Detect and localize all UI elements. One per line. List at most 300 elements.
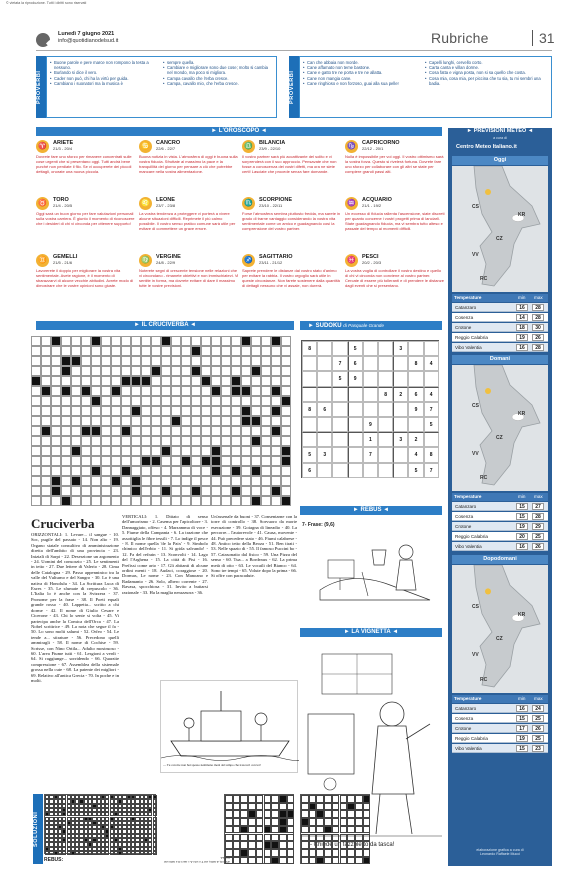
crossword-cell[interactable] [121,386,131,396]
crossword-cell[interactable] [31,466,41,476]
crossword-cell[interactable] [131,446,141,456]
crossword-cell[interactable] [51,386,61,396]
crossword-cell[interactable] [51,426,61,436]
meteo-day-1-header[interactable]: Domani [452,355,548,364]
crossword-cell[interactable] [31,356,41,366]
crossword-cell[interactable] [221,336,231,346]
crossword-cell[interactable] [141,396,151,406]
crossword-cell[interactable] [141,436,151,446]
crossword-cell[interactable] [271,466,281,476]
crossword-cell[interactable] [231,396,241,406]
crossword-cell[interactable] [171,346,181,356]
crossword-cell[interactable] [171,396,181,406]
crossword-cell[interactable] [71,426,81,436]
crossword-cell[interactable] [121,456,131,466]
crossword-cell[interactable] [211,496,221,506]
crossword-cell[interactable] [51,396,61,406]
crossword-cell[interactable] [41,376,51,386]
crossword-cell[interactable] [181,416,191,426]
crossword-cell[interactable] [251,476,261,486]
crossword-cell[interactable] [191,416,201,426]
crossword-cell[interactable] [61,466,71,476]
crossword-cell[interactable] [71,366,81,376]
crossword-cell[interactable] [241,376,251,386]
crossword-cell[interactable] [201,486,211,496]
crossword-cell[interactable] [81,466,91,476]
crossword-cell[interactable] [191,406,201,416]
crossword-cell[interactable] [151,496,161,506]
crossword-cell[interactable] [181,406,191,416]
crossword-cell[interactable] [111,446,121,456]
crossword-cell[interactable] [121,476,131,486]
crossword-cell[interactable] [71,406,81,416]
crossword-cell[interactable] [201,476,211,486]
crossword-cell[interactable] [101,336,111,346]
crossword-cell[interactable] [111,336,121,346]
crossword-cell[interactable] [101,426,111,436]
sudoku-cell[interactable]: 2 [408,432,423,447]
crossword-cell[interactable] [131,426,141,436]
crossword-cell[interactable] [281,356,291,366]
crossword-cell[interactable] [51,406,61,416]
sudoku-cell[interactable]: 9 [363,417,378,432]
sudoku-cell[interactable] [348,402,363,417]
crossword-cell[interactable] [71,396,81,406]
sudoku-cell[interactable] [378,371,393,386]
crossword-cell[interactable] [61,436,71,446]
sudoku-cell[interactable]: 1 [363,432,378,447]
crossword-cell[interactable] [171,356,181,366]
crossword-cell[interactable] [191,376,201,386]
crossword-cell[interactable] [261,476,271,486]
crossword-cell[interactable] [241,366,251,376]
crossword-cell[interactable] [41,416,51,426]
crossword-cell[interactable] [171,376,181,386]
crossword-cell[interactable] [281,336,291,346]
crossword-cell[interactable] [61,426,71,436]
sudoku-cell[interactable] [363,463,378,478]
crossword-cell[interactable] [91,356,101,366]
crossword-cell[interactable] [271,446,281,456]
crossword-cell[interactable] [211,426,221,436]
crossword-cell[interactable] [81,496,91,506]
crossword-cell[interactable] [221,496,231,506]
crossword-cell[interactable] [201,436,211,446]
crossword-cell[interactable] [171,476,181,486]
crossword-cell[interactable] [151,376,161,386]
crossword-cell[interactable] [51,346,61,356]
crossword-cell[interactable] [151,446,161,456]
crossword-cell[interactable] [51,456,61,466]
crossword-cell[interactable] [271,366,281,376]
crossword-cell[interactable] [91,456,101,466]
crossword-cell[interactable] [271,436,281,446]
sudoku-cell[interactable] [348,387,363,402]
sudoku-cell[interactable] [302,356,317,371]
crossword-cell[interactable] [221,386,231,396]
sudoku-cell[interactable]: 4 [424,356,439,371]
crossword-cell[interactable] [191,446,201,456]
crossword-cell[interactable] [101,476,111,486]
crossword-cell[interactable] [181,436,191,446]
sudoku-cell[interactable] [317,432,332,447]
crossword-cell[interactable] [271,416,281,426]
crossword-cell[interactable] [231,366,241,376]
crossword-cell[interactable] [271,396,281,406]
crossword-cell[interactable] [231,476,241,486]
crossword-cell[interactable] [111,346,121,356]
sudoku-cell[interactable] [378,356,393,371]
sudoku-cell[interactable]: 7 [424,402,439,417]
sudoku-cell[interactable] [378,341,393,356]
crossword-cell[interactable] [191,396,201,406]
crossword-cell[interactable] [181,426,191,436]
sudoku-cell[interactable] [393,463,408,478]
crossword-cell[interactable] [31,446,41,456]
crossword-cell[interactable] [91,376,101,386]
crossword-cell[interactable] [101,366,111,376]
crossword-cell[interactable] [141,366,151,376]
crossword-cell[interactable] [81,396,91,406]
crossword-cell[interactable] [61,476,71,486]
crossword-cell[interactable] [261,446,271,456]
crossword-cell[interactable] [191,456,201,466]
crossword-cell[interactable] [231,356,241,366]
crossword-cell[interactable] [221,486,231,496]
crossword-cell[interactable] [241,476,251,486]
crossword-cell[interactable] [81,356,91,366]
sudoku-cell[interactable] [317,387,332,402]
crossword-cell[interactable] [131,456,141,466]
sudoku-cell[interactable]: 3 [393,432,408,447]
sudoku-cell[interactable] [317,371,332,386]
crossword-cell[interactable] [221,446,231,456]
crossword-cell[interactable] [191,336,201,346]
crossword-cell[interactable] [261,456,271,466]
crossword-cell[interactable] [201,386,211,396]
crossword-cell[interactable] [91,366,101,376]
crossword-cell[interactable] [61,376,71,386]
sudoku-cell[interactable]: 8 [302,341,317,356]
crossword-cell[interactable] [261,336,271,346]
crossword-cell[interactable] [231,416,241,426]
crossword-cell[interactable] [221,406,231,416]
crossword-cell[interactable] [101,436,111,446]
crossword-cell[interactable] [261,426,271,436]
sudoku-cell[interactable] [302,417,317,432]
crossword-cell[interactable] [111,406,121,416]
crossword-cell[interactable] [221,346,231,356]
crossword-cell[interactable] [131,416,141,426]
sudoku-cell[interactable] [332,417,347,432]
crossword-cell[interactable] [281,476,291,486]
sudoku-cell[interactable] [424,341,439,356]
crossword-cell[interactable] [121,406,131,416]
crossword-cell[interactable] [141,486,151,496]
crossword-cell[interactable] [181,496,191,506]
crossword-cell[interactable] [261,486,271,496]
crossword-cell[interactable] [171,406,181,416]
sudoku-cell[interactable]: 8 [378,387,393,402]
crossword-cell[interactable] [161,376,171,386]
sudoku-cell[interactable] [348,417,363,432]
crossword-cell[interactable] [71,496,81,506]
crossword-cell[interactable] [281,426,291,436]
crossword-cell[interactable] [31,456,41,466]
crossword-cell[interactable] [231,456,241,466]
crossword-cell[interactable] [151,396,161,406]
sudoku-cell[interactable]: 7 [363,447,378,462]
crossword-cell[interactable] [121,416,131,426]
crossword-cell[interactable] [51,416,61,426]
crossword-cell[interactable] [241,466,251,476]
crossword-cell[interactable] [231,446,241,456]
crossword-cell[interactable] [211,366,221,376]
crossword-cell[interactable] [41,346,51,356]
crossword-cell[interactable] [251,356,261,366]
crossword-cell[interactable] [281,366,291,376]
sudoku-cell[interactable]: 8 [302,402,317,417]
crossword-cell[interactable] [61,406,71,416]
crossword-cell[interactable] [111,396,121,406]
crossword-cell[interactable] [91,486,101,496]
crossword-cell[interactable] [191,426,201,436]
crossword-cell[interactable] [111,496,121,506]
sudoku-cell[interactable] [332,387,347,402]
crossword-cell[interactable] [271,346,281,356]
crossword-cell[interactable] [131,346,141,356]
crossword-cell[interactable] [151,476,161,486]
crossword-cell[interactable] [131,396,141,406]
crossword-cell[interactable] [241,486,251,496]
crossword-cell[interactable] [81,486,91,496]
sudoku-cell[interactable]: 8 [424,447,439,462]
crossword-cell[interactable] [241,396,251,406]
crossword-cell[interactable] [81,446,91,456]
sudoku-cell[interactable] [317,417,332,432]
crossword-cell[interactable] [141,476,151,486]
crossword-cell[interactable] [51,376,61,386]
sudoku-cell[interactable] [363,402,378,417]
sudoku-cell[interactable] [317,356,332,371]
crossword-cell[interactable] [131,336,141,346]
crossword-cell[interactable] [231,436,241,446]
crossword-cell[interactable] [191,386,201,396]
crossword-cell[interactable] [121,356,131,366]
sudoku-cell[interactable] [332,432,347,447]
crossword-cell[interactable] [251,446,261,456]
sudoku-cell[interactable] [363,341,378,356]
crossword-cell[interactable] [161,426,171,436]
crossword-cell[interactable] [91,446,101,456]
crossword-cell[interactable] [151,336,161,346]
sudoku-cell[interactable] [378,463,393,478]
sudoku-cell[interactable]: 5 [332,371,347,386]
crossword-cell[interactable] [241,426,251,436]
crossword-cell[interactable] [61,396,71,406]
crossword-cell[interactable] [161,456,171,466]
crossword-cell[interactable] [61,486,71,496]
sudoku-cell[interactable]: 5 [348,341,363,356]
sudoku-cell[interactable] [393,417,408,432]
crossword-cell[interactable] [261,436,271,446]
crossword-cell[interactable] [161,416,171,426]
crossword-cell[interactable] [251,346,261,356]
crossword-cell[interactable] [201,336,211,346]
crossword-cell[interactable] [221,466,231,476]
crossword-cell[interactable] [91,406,101,416]
crossword-cell[interactable] [211,436,221,446]
crossword-cell[interactable] [81,406,91,416]
crossword-cell[interactable] [41,466,51,476]
crossword-cell[interactable] [91,476,101,486]
crossword-cell[interactable] [221,416,231,426]
crossword-cell[interactable] [41,406,51,416]
sudoku-cell[interactable]: 5 [302,447,317,462]
crossword-cell[interactable] [41,366,51,376]
crossword-cell[interactable] [251,376,261,386]
crossword-cell[interactable] [201,416,211,426]
crossword-cell[interactable] [201,346,211,356]
crossword-cell[interactable] [91,436,101,446]
sudoku-cell[interactable]: 6 [408,387,423,402]
crossword-cell[interactable] [31,426,41,436]
crossword-cell[interactable] [261,356,271,366]
sudoku-cell[interactable] [393,356,408,371]
crossword-cell[interactable] [181,476,191,486]
crossword-cell[interactable] [91,496,101,506]
crossword-cell[interactable] [31,346,41,356]
crossword-cell[interactable] [131,466,141,476]
crossword-cell[interactable] [41,496,51,506]
crossword-cell[interactable] [81,366,91,376]
crossword-cell[interactable] [121,336,131,346]
sudoku-cell[interactable]: 7 [424,463,439,478]
crossword-cell[interactable] [251,486,261,496]
crossword-cell[interactable] [181,356,191,366]
crossword-cell[interactable] [281,346,291,356]
sudoku-cell[interactable]: 4 [424,387,439,402]
crossword-cell[interactable] [121,446,131,456]
crossword-cell[interactable] [101,456,111,466]
crossword-cell[interactable] [211,396,221,406]
crossword-cell[interactable] [111,366,121,376]
crossword-cell[interactable] [121,496,131,506]
sudoku-cell[interactable]: 6 [317,402,332,417]
crossword-cell[interactable] [161,436,171,446]
crossword-cell[interactable] [171,466,181,476]
crossword-cell[interactable] [41,336,51,346]
crossword-cell[interactable] [141,496,151,506]
crossword-cell[interactable] [281,466,291,476]
crossword-cell[interactable] [231,336,241,346]
crossword-cell[interactable] [131,356,141,366]
crossword-cell[interactable] [191,466,201,476]
crossword-cell[interactable] [151,356,161,366]
crossword-cell[interactable] [231,406,241,416]
crossword-cell[interactable] [151,406,161,416]
sudoku-cell[interactable]: 4 [408,447,423,462]
crossword-cell[interactable] [181,336,191,346]
crossword-cell[interactable] [221,396,231,406]
crossword-cell[interactable] [141,466,151,476]
crossword-cell[interactable] [71,346,81,356]
crossword-cell[interactable] [211,476,221,486]
crossword-cell[interactable] [41,486,51,496]
crossword-cell[interactable] [41,446,51,456]
crossword-cell[interactable] [231,496,241,506]
meteo-day-2-header[interactable]: Dopodomani [452,555,548,564]
sudoku-cell[interactable] [348,432,363,447]
crossword-cell[interactable] [141,386,151,396]
crossword-cell[interactable] [101,406,111,416]
crossword-cell[interactable] [201,396,211,406]
sudoku-cell[interactable] [363,371,378,386]
crossword-cell[interactable] [271,456,281,466]
crossword-cell[interactable] [151,436,161,446]
crossword-cell[interactable] [211,486,221,496]
crossword-cell[interactable] [31,476,41,486]
crossword-cell[interactable] [81,346,91,356]
crossword-cell[interactable] [181,366,191,376]
crossword-cell[interactable] [171,436,181,446]
crossword-cell[interactable] [31,336,41,346]
crossword-cell[interactable] [251,396,261,406]
sudoku-cell[interactable] [378,402,393,417]
crossword-cell[interactable] [101,386,111,396]
sudoku-cell[interactable] [393,371,408,386]
crossword-cell[interactable] [201,496,211,506]
sudoku-cell[interactable]: 8 [408,356,423,371]
crossword-cell[interactable] [161,466,171,476]
crossword-cell[interactable] [101,356,111,366]
crossword-cell[interactable] [281,386,291,396]
sudoku-cell[interactable]: 5 [424,417,439,432]
sudoku-cell[interactable] [424,371,439,386]
crossword-cell[interactable] [161,366,171,376]
crossword-cell[interactable] [201,426,211,436]
crossword-cell[interactable] [141,406,151,416]
crossword-cell[interactable] [241,436,251,446]
sudoku-cell[interactable] [363,387,378,402]
crossword-cell[interactable] [161,496,171,506]
sudoku-cell[interactable] [408,341,423,356]
crossword-cell[interactable] [171,386,181,396]
crossword-cell[interactable] [151,426,161,436]
crossword-cell[interactable] [231,426,241,436]
crossword-cell[interactable] [171,486,181,496]
crossword-cell[interactable] [211,406,221,416]
sudoku-cell[interactable] [332,341,347,356]
crossword-cell[interactable] [121,346,131,356]
crossword-cell[interactable] [91,386,101,396]
crossword-cell[interactable] [101,376,111,386]
crossword-cell[interactable] [261,396,271,406]
crossword-cell[interactable] [31,486,41,496]
crossword-cell[interactable] [281,416,291,426]
sudoku-cell[interactable]: 9 [348,371,363,386]
crossword-cell[interactable] [111,486,121,496]
sudoku-cell[interactable] [378,432,393,447]
crossword-cell[interactable] [111,456,121,466]
crossword-cell[interactable] [41,456,51,466]
crossword-cell[interactable] [81,456,91,466]
crossword-cell[interactable] [261,496,271,506]
crossword-cell[interactable] [101,486,111,496]
crossword-cell[interactable] [261,346,271,356]
crossword-cell[interactable] [171,426,181,436]
sudoku-cell[interactable] [408,417,423,432]
